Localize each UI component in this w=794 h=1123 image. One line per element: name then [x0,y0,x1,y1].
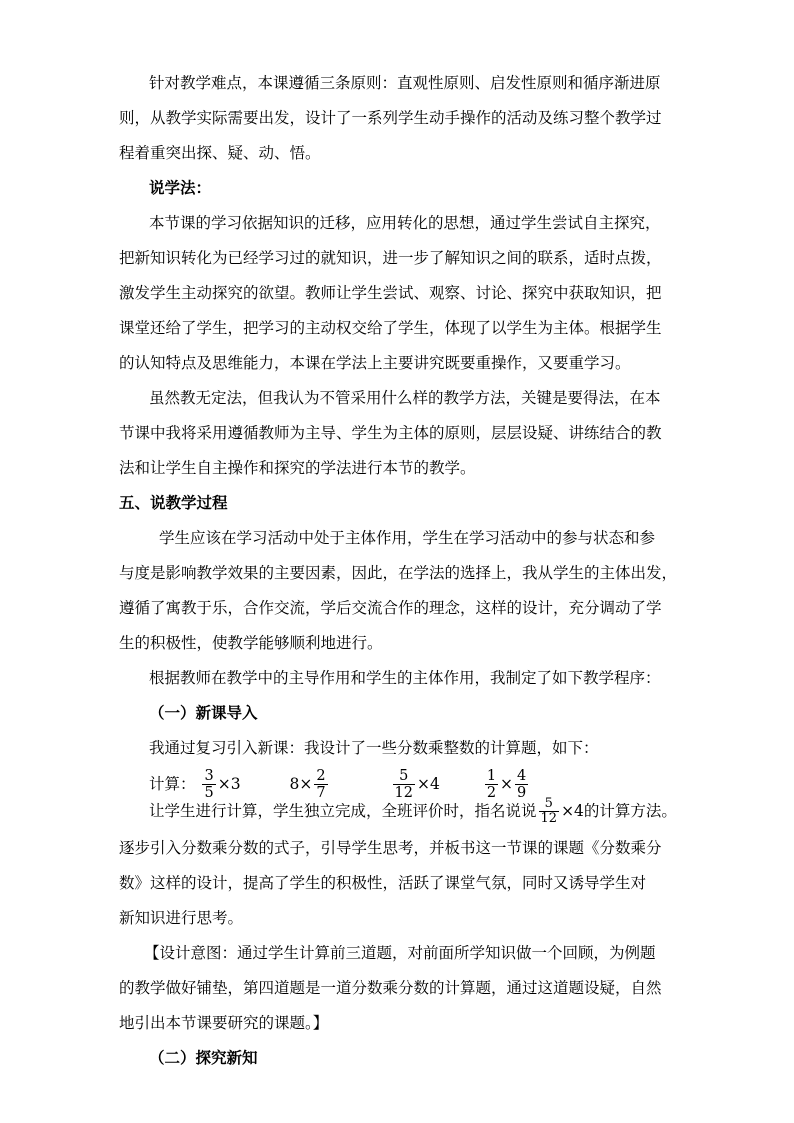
operand: 4 [430,775,440,793]
fraction: $\frac{5}{12}$ [540,795,558,826]
fraction: $\frac{3}{5}$ [204,767,214,801]
paragraph-line: 根据教师在教学中的主导作用和学生的主体作用，我制定了如下教学程序： [149,669,661,687]
paragraph-line: 逐步引入分数乘分数的式子，引导学生思考，并板书这一节课的课题《分数乘分 [119,839,662,857]
fraction: $\frac{1}{2}$ [486,767,497,801]
paragraph-line: 把新知识转化为已经学习过的就知识，进一步了解知识之间的联系，适时点拨， [119,249,662,267]
paragraph-line: 节课中我将采用遵循教师为主导、学生为主体的原则，层层设疑、讲练结合的教 [119,424,662,442]
section-heading: 五、说教学过程 [119,493,228,512]
paragraph-line: 程着重突出探、疑、动、悟。 [119,144,321,162]
fraction: $\frac{4}{9}$ [517,767,527,801]
inline-text: ×4 [561,802,584,820]
operand: 3 [230,775,241,793]
times-sign: × [299,775,313,793]
paragraph-line: 课堂还给了学生，把学习的主动权交给了学生，体现了以学生为主体。根据学生 [119,319,662,337]
times-sign: × [217,775,231,793]
paragraph-line: 的认知特点及思维能力，本课在学法上主要讲究既要重操作，又要重学习。 [119,354,631,372]
subsection-heading: （一）新课导入 [149,703,258,722]
fraction: $\frac{5}{12}$ [394,767,413,801]
paragraph-line: 数》这样的设计，提高了学生的积极性，活跃了课堂气氛，同时又诱导学生对 [119,874,647,892]
paragraph-line: 本节课的学习依据知识的迁移，应用转化的思想，通过学生尝试自主探究， [149,214,661,232]
operand: 8 [289,775,300,793]
inline-text: 让学生进行计算，学生独立完成，全班评价时，指名说说 [149,802,537,820]
subsection-heading: （二）探究新知 [149,1048,258,1067]
fraction: $\frac{2}{7}$ [316,767,326,801]
paragraph-line: 则，从教学实际需要出发，设计了一系列学生动手操作的活动及练习整个教学过 [119,109,662,127]
calc-label: 计算： [149,775,196,793]
inline-text: 的计算方法。 [583,802,677,820]
paragraph-line: 针对教学难点，本课遵循三条原则：直观性原则、启发性原则和循序渐进原 [149,74,661,92]
times-sign: × [500,775,514,793]
paragraph-line: 法和让学生自主操作和探究的学法进行本节的教学。 [119,459,476,477]
paragraph-line: 【设计意图：通过学生计算前三道题，对前面所学知识做一个回顾，为例题 [144,944,656,962]
paragraph-line [149,793,677,827]
paragraph-line: 的教学做好铺垫，第四道题是一道分数乘分数的计算题，通过这道题设疑，自然 [119,979,662,997]
times-sign: × [417,775,430,793]
paragraph-line: 激发学生主动探究的欲望。教师让学生尝试、观察、讨论、探究中获取知识，把 [119,284,662,302]
paragraph-line: 生的积极性，使教学能够顺利地进行。 [119,634,383,652]
paragraph-line: 我通过复习引入新课：我设计了一些分数乘整数的计算题，如下： [149,739,599,757]
paragraph-line: 地引出本节课要研究的课题。】 [119,1014,329,1032]
paragraph-line: 新知识进行思考。 [119,909,244,927]
paragraph-line: 遵循了寓教于乐，合作交流，学后交流合作的理念，这样的设计，充分调动了学 [119,599,662,617]
section-heading: 说学法： [149,178,212,197]
paragraph-line: 与度是影响教学效果的主要因素，因此，在学法的选择上，我从学生的主体出发， [119,564,678,582]
paragraph-line: 学生应该在学习活动中处于主体作用，学生在学习活动中的参与状态和参 [159,529,656,547]
paragraph-line: 虽然教无定法，但我认为不管采用什么样的教学方法，关键是要得法，在本 [149,389,661,407]
